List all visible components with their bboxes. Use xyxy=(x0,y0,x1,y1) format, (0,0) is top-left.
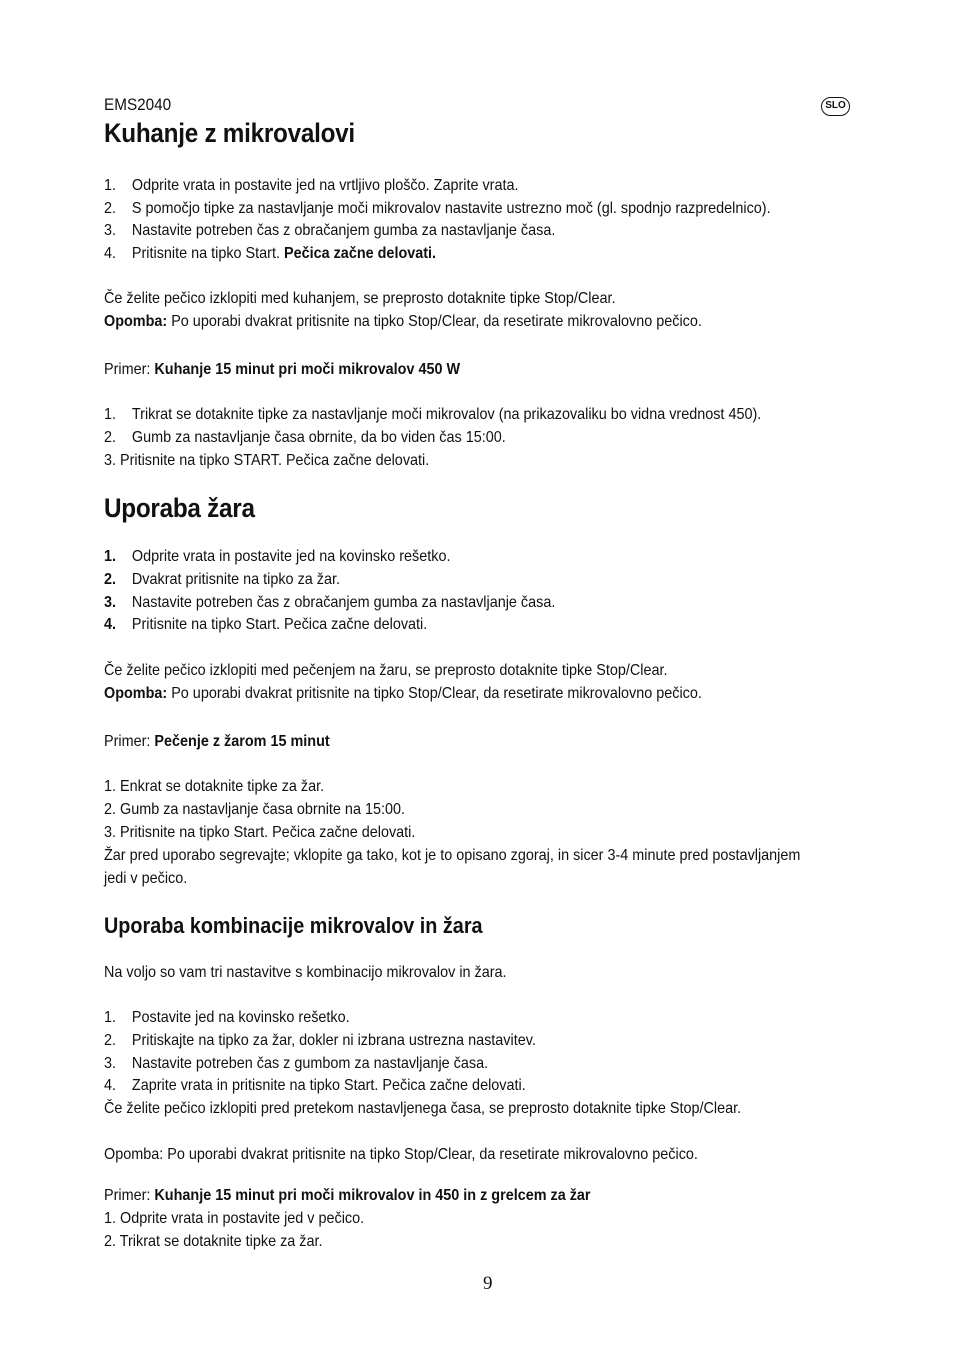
stop-instruction: Če želite pečico izklopiti med kuhanjem, se preprosto dotaknite tipke Stop/Clear. xyxy=(104,290,616,307)
example-heading: Primer: Kuhanje 15 minut pri moči mikrovalov in 450 in z grelcem za žar xyxy=(104,1187,591,1204)
list-item: 1. Odprite vrata in postavite jed v pečico. xyxy=(104,1210,365,1227)
example-heading: Primer: Pečenje z žarom 15 minut xyxy=(104,733,330,750)
list-item: 4. Pritisnite na tipko Start. Pečica začne delovati. xyxy=(104,245,437,262)
language-badge: SLO xyxy=(821,97,850,116)
intro-text: Na voljo so vam tri nastavitve s kombinacijo mikrovalov in žara. xyxy=(104,964,507,981)
list-item: 2. Trikrat se dotaknite tipke za žar. xyxy=(104,1233,323,1250)
paragraph-line: Žar pred uporabo segrevajte; vklopite ga tako, kot je to opisano zgoraj, in sicer 3-4 minute pred postavljanjem xyxy=(104,847,801,864)
list-item: 1. Odprite vrata in postavite jed na vrtljivo ploščo. Zaprite vrata. xyxy=(104,177,519,194)
paragraph-line: jedi v pečico. xyxy=(104,870,188,887)
stop-instruction: Če želite pečico izklopiti pred pretekom nastavljenega časa, se preprosto dotaknite tipke Stop/Clear. xyxy=(104,1100,742,1117)
list-item: 2. S pomočjo tipke za nastavljanje moči mikrovalov nastavite ustrezno moč (gl. spodnjo razpredelnico). xyxy=(104,200,771,217)
section-title-microwave: Kuhanje z mikrovalovi xyxy=(104,118,355,148)
section-title-combination: Uporaba kombinacije mikrovalov in žara xyxy=(104,913,483,938)
stop-instruction: Če želite pečico izklopiti med pečenjem na žaru, se preprosto dotaknite tipke Stop/Clear. xyxy=(104,662,668,679)
model-number: EMS2040 xyxy=(104,95,172,114)
page-number: 9 xyxy=(483,1273,493,1294)
note: Opomba: Po uporabi dvakrat pritisnite na tipko Stop/Clear, da resetirate mikrovalovno pečico. xyxy=(104,685,702,702)
list-item: 3. Pritisnite na tipko Start. Pečica začne delovati. xyxy=(104,824,416,841)
list-item: 3. Pritisnite na tipko START. Pečica začne delovati. xyxy=(104,452,430,469)
list-item: 1. Enkrat se dotaknite tipke za žar. xyxy=(104,778,325,795)
list-item: 1. Postavite jed na kovinsko rešetko. xyxy=(104,1009,350,1026)
list-item: 4. Pritisnite na tipko Start. Pečica začne delovati. xyxy=(104,616,428,633)
list-item: 3. Nastavite potreben čas z obračanjem gumba za nastavljanje časa. xyxy=(104,594,556,611)
note: Opomba: Po uporabi dvakrat pritisnite na tipko Stop/Clear, da resetirate mikrovalovno pečico. xyxy=(104,313,702,330)
list-item: 2. Pritiskajte na tipko za žar, dokler ni izbrana ustrezna nastavitev. xyxy=(104,1032,536,1049)
list-item: 3. Nastavite potreben čas z gumbom za nastavljanje časa. xyxy=(104,1055,489,1072)
note: Opomba: Po uporabi dvakrat pritisnite na tipko Stop/Clear, da resetirate mikrovalovno pečico. xyxy=(104,1146,698,1163)
list-item: 1. Trikrat se dotaknite tipke za nastavljanje moči mikrovalov (na prikazovaliku bo vidna vrednost 450). xyxy=(104,406,762,423)
example-heading: Primer: Kuhanje 15 minut pri moči mikrovalov 450 W xyxy=(104,361,461,378)
section-title-grill: Uporaba žara xyxy=(104,493,255,523)
list-item: 2. Gumb za nastavljanje časa obrnite na 15:00. xyxy=(104,801,405,818)
list-item: 3. Nastavite potreben čas z obračanjem gumba za nastavljanje časa. xyxy=(104,222,556,239)
list-item: 4. Zaprite vrata in pritisnite na tipko Start. Pečica začne delovati. xyxy=(104,1077,526,1094)
list-item: 1. Odprite vrata in postavite jed na kovinsko rešetko. xyxy=(104,548,451,565)
list-item: 2. Gumb za nastavljanje časa obrnite, da bo viden čas 15:00. xyxy=(104,429,506,446)
list-item: 2. Dvakrat pritisnite na tipko za žar. xyxy=(104,571,340,588)
